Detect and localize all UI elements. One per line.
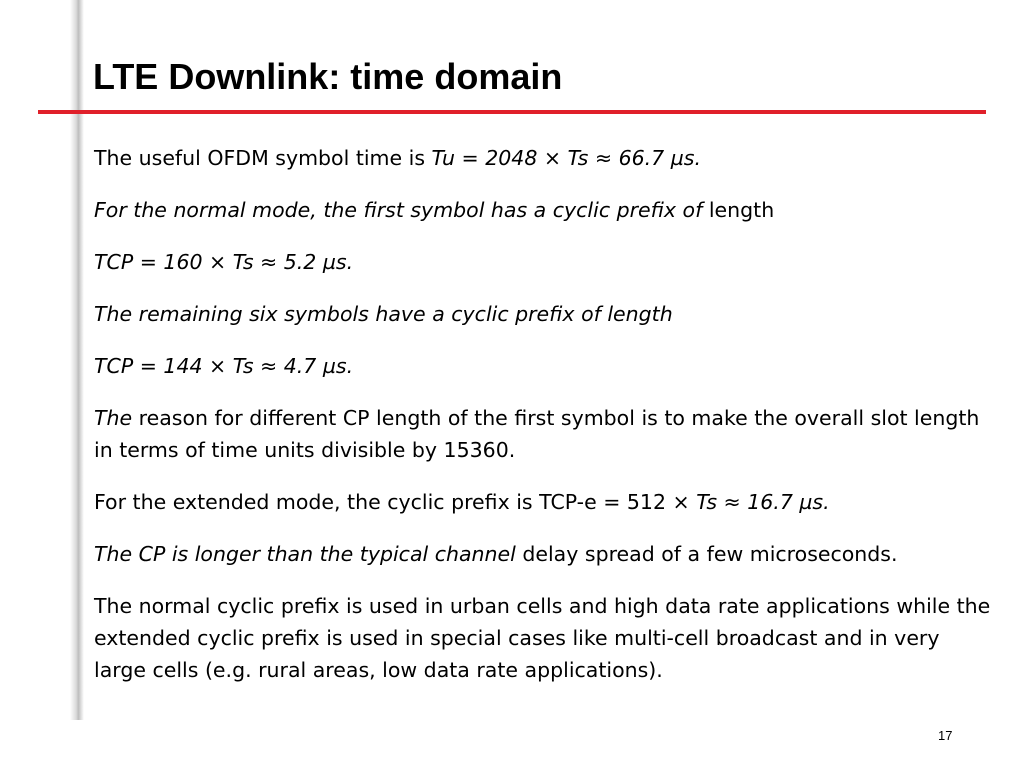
title-underline-rule [38,110,986,114]
text-italic: The [94,406,133,430]
paragraph-usage [94,590,994,686]
text-italic: For the normal mode, the first symbol has a cyclic prefix of [94,198,703,222]
paragraph-useful-symbol-time [94,142,994,174]
paragraph-cp-reason [94,402,994,466]
paragraph-tcp-first [94,246,994,278]
text-italic: The remaining six symbols have a cyclic prefix of length [94,302,673,326]
text-normal: reason for different CP length of the first symbol is to make the overall slot length in terms of time units divisible by 15360. [94,406,980,462]
paragraph-remaining-symbols [94,298,994,330]
text-normal: length [702,198,775,222]
text-italic: The CP is longer than the typical channel [94,542,516,566]
text-italic: Ts ≈ 16.7 µs. [696,490,830,514]
text-normal: The useful OFDM symbol time is [94,146,432,170]
paragraph-cp-delay-spread [94,538,994,570]
left-decorative-bar [70,0,84,720]
paragraph-tcp-remaining [94,350,994,382]
paragraph-extended-mode [94,486,994,518]
text-italic: Tu = 2048 × Ts ≈ 66.7 µs. [431,146,701,170]
text-normal: The normal cyclic prefix is used in urban cells and high data rate applications while the extended cyclic prefix is used in special cases like multi-cell broadcast and in very large cells (e.g. rural areas, low data rate applications). [94,594,991,682]
text-normal: delay spread of a few microseconds. [515,542,898,566]
text-normal: For the extended mode, the cyclic prefix is TCP-e = 512 × [94,490,697,514]
slide-title: LTE Downlink: time domain [93,56,563,97]
text-italic: TCP = 160 × Ts ≈ 5.2 µs. [94,250,354,274]
paragraph-normal-mode [94,194,994,226]
slide-body [94,142,994,706]
text-italic: TCP = 144 × Ts ≈ 4.7 µs. [94,354,354,378]
page-number: 17 [938,728,953,743]
